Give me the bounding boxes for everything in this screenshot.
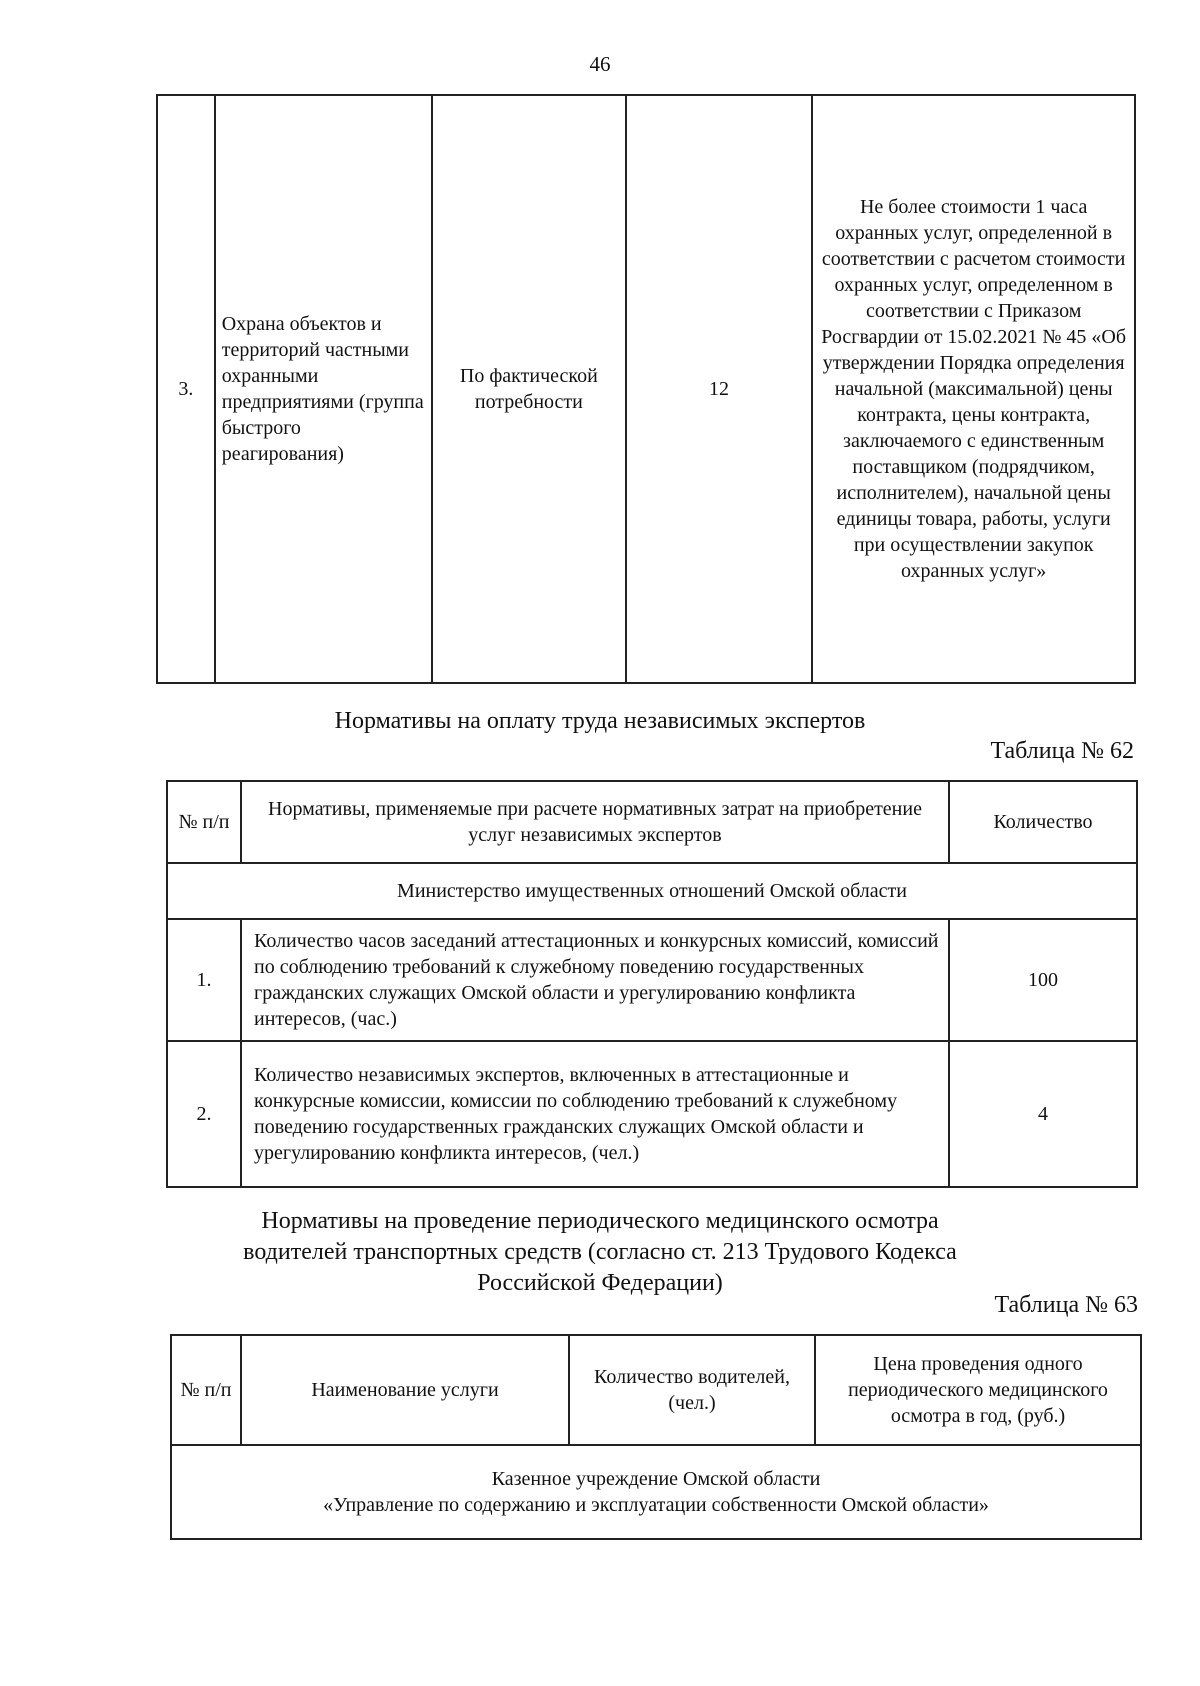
group-title: [171, 1445, 1141, 1539]
security-services-table: [156, 94, 1136, 684]
table-label-62: Таблица № 62: [990, 738, 1134, 764]
service-name: Охрана объектов и территорий частными охранными предприятиями (группа быстрого реагирования): [215, 95, 432, 683]
service-quantity: 12: [626, 95, 813, 683]
page-number: 46: [589, 52, 611, 76]
row-number: 1.: [167, 919, 241, 1041]
section-title-62: Нормативы на оплату труда независимых экспертов: [334, 708, 866, 734]
table-group-row: [167, 863, 1137, 919]
row-description: Количество часов заседаний аттестационных и конкурсных комиссий, комиссий по соблюдению требований к служебному поведению государственных гражданских служащих Омской области и урегулированию конфликта интересов, (час.): [241, 919, 949, 1041]
header-name: Наименование услуги: [241, 1335, 569, 1445]
header-num: № п/п: [171, 1335, 241, 1445]
row-description: Количество независимых экспертов, включенных в аттестационные и конкурсные комиссии, комиссии по соблюдению требований к служебному поведению государственных гражданских служащих Омской области и урегулированию конфликта интересов, (чел.): [241, 1041, 949, 1187]
medical-exam-table: [170, 1334, 1142, 1540]
row-quantity: 4: [949, 1041, 1137, 1187]
header-num: № п/п: [167, 781, 241, 863]
group-title: Министерство имущественных отношений Омской области: [167, 863, 1137, 919]
group-title-line1: Казенное учреждение Омской области: [491, 1468, 821, 1490]
table-label-63: Таблица № 63: [994, 1292, 1138, 1318]
experts-table: [166, 780, 1138, 1188]
row-number: 2.: [167, 1041, 241, 1187]
header-qty: Количество водителей, (чел.): [569, 1335, 815, 1445]
header-desc: Нормативы, применяемые при расчете нормативных затрат на приобретение услуг независимых экспертов: [241, 781, 949, 863]
table-row: [167, 1041, 1137, 1187]
service-need: По фактической потребности: [432, 95, 625, 683]
row-number: 3.: [157, 95, 215, 683]
row-quantity: 100: [949, 919, 1137, 1041]
table-row: [167, 919, 1137, 1041]
header-price: Цена проведения одного периодического медицинского осмотра в год, (руб.): [815, 1335, 1141, 1445]
table-row: [157, 95, 1135, 683]
section-title-63: [0, 1206, 1200, 1300]
service-price: Не более стоимости 1 часа охранных услуг, определенной в соответствии с расчетом стоимости охранных услуг, определенном в соответствии с Приказом Росгвардии от 15.02.2021 № 45 «Об утверждении Порядка определения начальной (максимальной) цены контракта, цены контракта, заключаемого с единственным поставщиком (подрядчиком, исполнителем), начальной цены единицы товара, работы, услуги при осуществлении закупок охранных услуг»: [812, 95, 1135, 683]
table-header-row: [167, 781, 1137, 863]
table-header-row: [171, 1335, 1141, 1445]
group-title-line2: «Управление по содержанию и эксплуатации собственности Омской области»: [323, 1494, 989, 1516]
section-title-63-line1: Нормативы на проведение периодического медицинского осмотра: [261, 1208, 939, 1234]
section-title-63-line3: Российской Федерации): [477, 1270, 723, 1297]
table-group-row: [171, 1445, 1141, 1539]
header-qty: Количество: [949, 781, 1137, 863]
section-title-63-line2: водителей транспортных средств (согласно ст. 213 Трудового Кодекса: [243, 1239, 957, 1266]
